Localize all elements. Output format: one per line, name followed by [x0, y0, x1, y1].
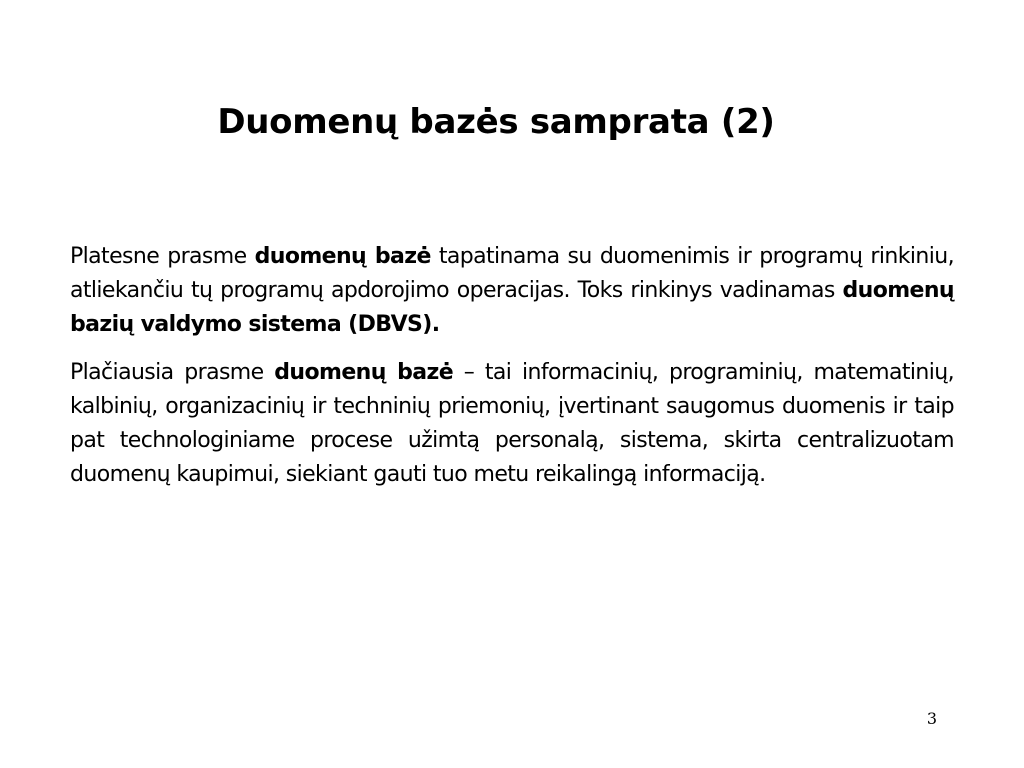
slide-title: Duomenų bazės samprata (2) — [217, 102, 775, 142]
paragraph-segment: Plačiausia prasme — [70, 360, 275, 385]
term-dbms: duomenų bazių valdymo sistema (DBVS). — [70, 278, 954, 337]
slide-body — [70, 240, 954, 506]
paragraph-broadest-definition — [70, 356, 954, 492]
paragraph-segment: tapatinama su duomenimis ir programų rinkiniu, atliekančiu tų programų apdorojimo operacijas. Toks rinkinys vadinamas — [70, 244, 954, 303]
page-number: 3 — [926, 709, 938, 728]
term-database: duomenų bazė — [274, 360, 454, 385]
paragraph-broad-definition — [70, 240, 954, 342]
paragraph-segment: Platesne prasme — [70, 244, 255, 269]
term-database: duomenų bazė — [254, 244, 431, 269]
paragraph-segment: – tai informacinių, programinių, matematinių, kalbinių, organizacinių ir techninių priemonių, įvertinant saugomus duomenis ir taip pat technologiniame procese užimtą personalą, sistema, skirta centralizuotam duomenų kaupimui, siekiant gauti tuo metu reikalingą informaciją. — [70, 360, 954, 487]
